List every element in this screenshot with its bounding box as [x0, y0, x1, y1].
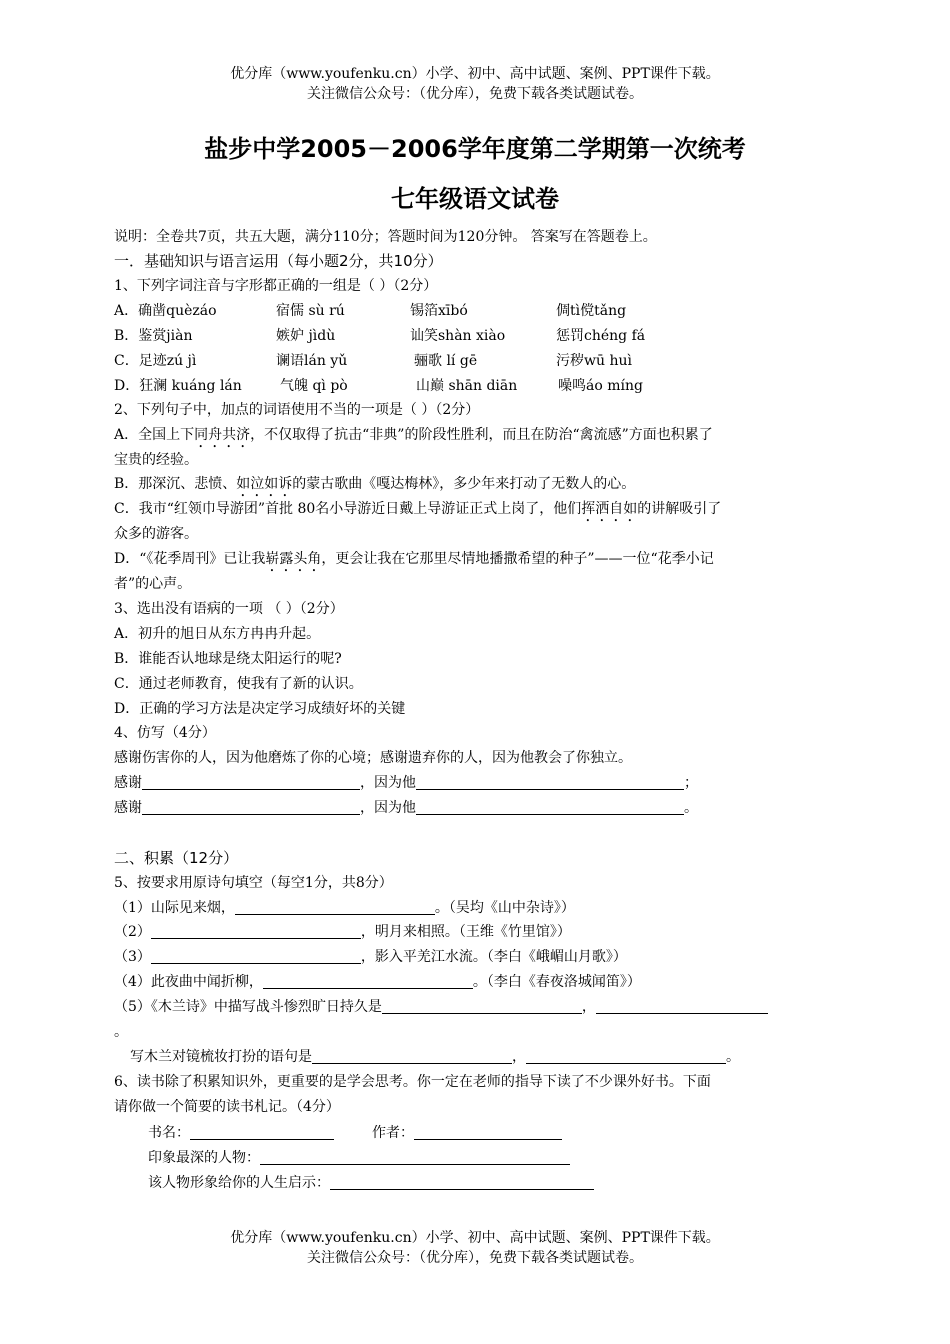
q5-line-6: 写木兰对镜梳妆打扮的语句是 ， 。	[130, 1049, 740, 1065]
q1-option-a: A．确凿quèzáo 宿儒 sù rú 锡箔xībó 倜tì傥tǎng	[114, 303, 627, 319]
q3-option-a: A．初升的旭日从东方冉冉升起。	[114, 626, 321, 642]
q5-line-2: （2） ，明月来相照。（王维《竹里馆》）	[114, 924, 571, 940]
lesson-blank[interactable]	[330, 1173, 594, 1190]
q6-book-row	[148, 1121, 562, 1145]
answer-blank[interactable]	[263, 972, 473, 989]
q1-option-d: D．狂澜 kuáng lán 气魄 qì pò 山巅 shān diān 噪鸣áo míng	[114, 378, 643, 394]
dotted-phrase: 如泣如诉	[236, 476, 293, 492]
answer-blank[interactable]	[151, 947, 361, 964]
q1-stem: 1、下列字词注音与字形都正确的一组是（ ）（2分）	[114, 278, 438, 294]
q3-option-d: D．正确的学习方法是决定学习成绩好坏的关键	[114, 701, 406, 717]
q3-option-b: B．谁能否认地球是绕太阳运行的呢?	[114, 651, 342, 667]
answer-blank[interactable]	[416, 773, 684, 790]
q3-option-c: C．通过老师教育，使我有了新的认识。	[114, 676, 363, 692]
dotted-phrase: 挥洒自如	[581, 501, 638, 517]
footer-line-2: 关注微信公众号：（优分库），免费下载各类试题试卷。	[307, 1250, 643, 1266]
character-blank[interactable]	[260, 1148, 570, 1165]
q4-stem: 4、仿写（4分）	[114, 725, 216, 741]
q2-stem: 2、下列句子中，加点的词语使用不当的一项是（ ）（2分）	[114, 402, 480, 418]
q5-line-4: （4）此夜曲中闻折柳， 。（李白《春夜洛城闻笛》）	[114, 974, 641, 990]
answer-blank[interactable]	[151, 922, 361, 939]
q4-example: 感谢伤害你的人，因为他磨炼了你的心境；感谢遗弃你的人，因为他教会了你独立。	[114, 750, 632, 766]
q2-option-b: B．那深沉、悲愤、如泣如诉的蒙古歌曲《嘎达梅林》，多少年来打动了无数人的心。	[114, 476, 636, 492]
q5-line-3: （3） ，影入平羌江水流。（李白《峨嵋山月歌》）	[114, 949, 627, 965]
answer-blank[interactable]	[142, 798, 360, 815]
author-blank[interactable]	[414, 1123, 562, 1140]
q5-stem: 5、按要求用原诗句填空（每空1分，共8分）	[114, 875, 393, 891]
exam-subtitle: 七年级语文试卷	[391, 185, 559, 213]
q5-line-1: （1）山际见来烟， 。（吴均《山中杂诗》）	[114, 900, 575, 916]
q2-option-c-cont: 众多的游客。	[114, 526, 198, 542]
section2-heading: 二、积累（12分）	[114, 849, 239, 867]
q2-option-a-cont: 宝贵的经验。	[114, 452, 198, 468]
q4-blank-line-2: 感谢 ，因为他 。	[114, 800, 698, 816]
q4-blank-line-1: 感谢 ，因为他 ；	[114, 775, 698, 791]
answer-blank[interactable]	[312, 1047, 512, 1064]
q2-option-d-cont: 者”的心声。	[114, 576, 192, 592]
q6-stem: 6、读书除了积累知识外，更重要的是学会思考。你一定在老师的指导下读了不少课外好书。下面	[114, 1074, 711, 1090]
answer-blank[interactable]	[596, 997, 768, 1014]
answer-blank[interactable]	[416, 798, 684, 815]
answer-blank[interactable]	[235, 898, 435, 915]
q5-line-5-end: 。	[114, 1024, 128, 1040]
q2-option-a: A．全国上下同舟共济，不仅取得了抗击“非典”的阶段性胜利，而且在防治“禽流感”方面也积累了	[114, 427, 713, 443]
section1-heading: 一．基础知识与语言运用（每小题2分，共10分）	[114, 252, 443, 270]
q3-stem: 3、选出没有语病的一项 （ ）（2分）	[114, 601, 344, 617]
footer-line-1: 优分库（www.youfenku.cn）小学、初中、高中试题、案例、PPT课件下载。	[230, 1230, 720, 1246]
q6-stem-cont: 请你做一个简要的读书札记。（4分）	[114, 1099, 340, 1115]
instructions: 说明：全卷共7页，共五大题，满分110分；答题时间为120分钟。 答案写在答题卷上。	[114, 229, 657, 245]
header-line-2: 关注微信公众号：（优分库），免费下载各类试题试卷。	[307, 86, 643, 102]
q6-character-row: 印象最深的人物：	[148, 1146, 570, 1170]
q2-option-c: C．我市“红领巾导游团”首批 80名小导游近日戴上导游证正式上岗了，他们挥洒自如的讲解吸引了	[114, 501, 722, 517]
q2-option-d: D．“《花季周刊》已让我崭露头角，更会让我在它那里尽情地播撒希望的种子”——一位“花季小记	[114, 551, 714, 567]
header-line-1: 优分库（www.youfenku.cn）小学、初中、高中试题、案例、PPT课件下载。	[230, 66, 720, 82]
q5-line-5: （5）《木兰诗》中描写战斗惨烈旷日持久是 ，	[114, 995, 768, 1019]
answer-blank[interactable]	[142, 773, 360, 790]
book-blank[interactable]	[190, 1123, 334, 1140]
dotted-phrase: 崭露头角	[265, 551, 322, 567]
answer-blank[interactable]	[526, 1047, 726, 1064]
exam-title: 盐步中学2005－2006学年度第二学期第一次统考	[204, 135, 746, 163]
q1-option-b: B．鉴赏jiàn 嫉妒 jìdù 讪笑shàn xiào 惩罚chéng fá	[114, 328, 646, 344]
dotted-phrase: 同舟共济	[194, 427, 251, 443]
author-label: 作者：	[372, 1125, 414, 1141]
q6-lesson-row: 该人物形象给你的人生启示：	[148, 1171, 594, 1195]
book-label: 书名：	[148, 1125, 190, 1141]
answer-blank[interactable]	[382, 997, 582, 1014]
q1-option-c: C．足迹zú jì 谰语lán yǔ 骊歌 lí gē 污秽wū huì	[114, 353, 632, 369]
